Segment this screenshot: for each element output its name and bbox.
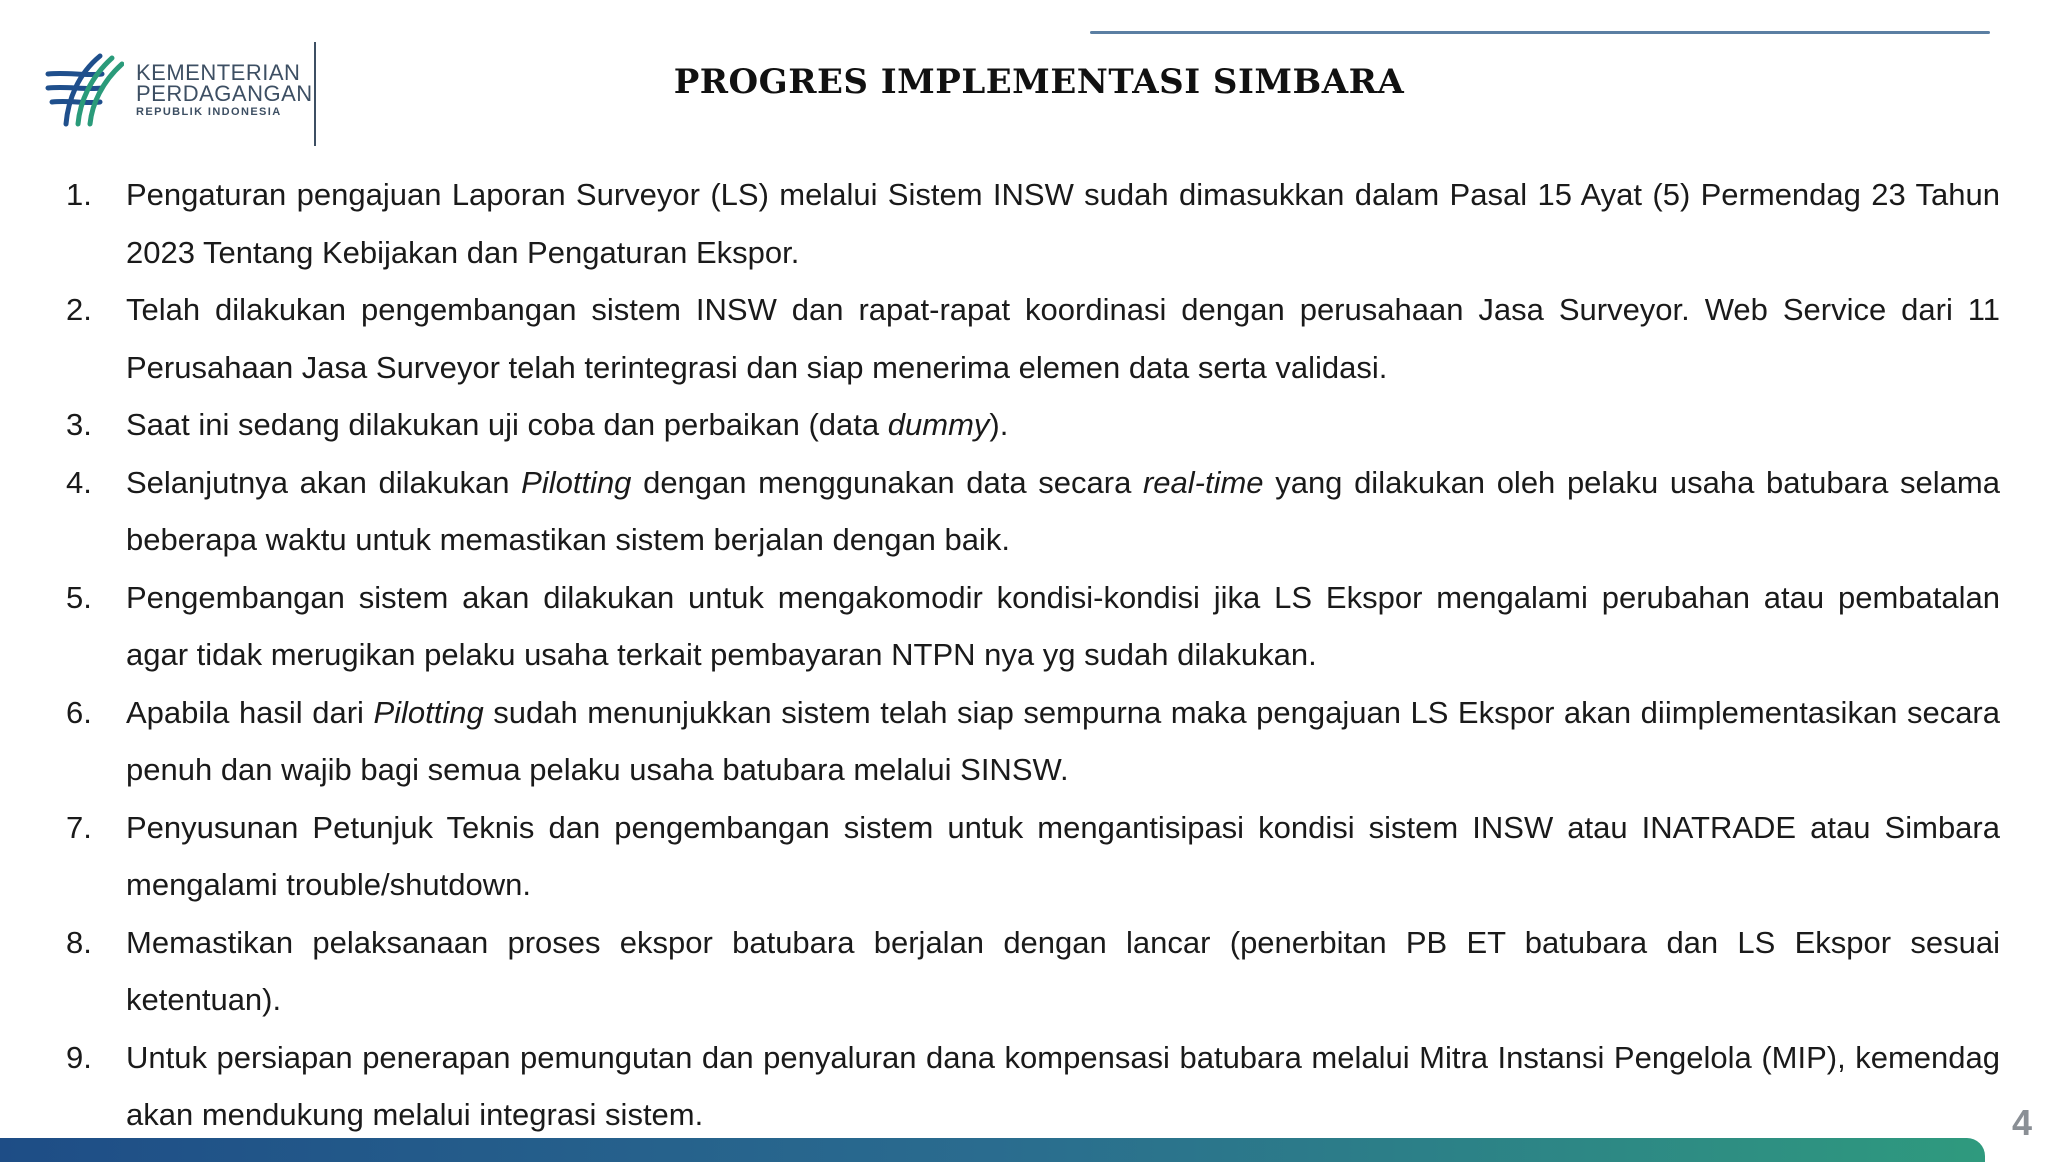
list-item <box>66 281 2000 396</box>
list-item <box>66 569 2000 684</box>
text-segment: Saat ini sedang dilakukan uji coba dan perbaikan (data <box>126 407 888 442</box>
italic-term: dummy <box>887 407 990 442</box>
text-segment: ). <box>989 407 1009 442</box>
text-segment: sudah menunjukkan sistem telah siap sempurna maka pengajuan LS Ekspor akan diimplementasikan secara penuh dan wajib bagi semua pelaku usaha batubara melalui SINSW. <box>126 694 2000 787</box>
list-item-text <box>126 177 2000 270</box>
italic-term: Pilotting <box>521 464 632 500</box>
list-item-text <box>126 580 2000 673</box>
list-item-text <box>126 407 1008 442</box>
list-item <box>66 166 2000 281</box>
list-item-number: 8. <box>66 924 92 960</box>
footer-gradient-bar <box>0 1138 1985 1162</box>
list-item-text <box>126 1040 2000 1133</box>
text-segment: Penyusunan Petunjuk Teknis dan pengembangan sistem untuk mengantisipasi kondisi sistem INSW atau INATRADE atau Simbara mengalami trouble/shutdown. <box>126 809 2000 902</box>
list-item <box>66 1029 2000 1144</box>
list-item-text <box>126 925 2000 1018</box>
list-item-number: 9. <box>66 1039 92 1075</box>
logo-line-1: KEMENTERIAN <box>136 60 301 85</box>
page-title: PROGRES IMPLEMENTASI SIMBARA <box>673 62 1405 102</box>
text-segment: yang dilakukan oleh pelaku usaha batubara selama beberapa waktu untuk memastikan sistem berjalan dengan baik. <box>126 464 2000 557</box>
text-segment: Memastikan pelaksanaan proses ekspor batubara berjalan dengan lancar (penerbitan PB ET batubara dan LS Ekspor sesuai ketentuan). <box>126 924 2000 1017</box>
logo-line-3: REPUBLIK INDONESIA <box>136 106 282 118</box>
list-item <box>66 684 2000 799</box>
list-item-text <box>126 465 2000 558</box>
list-item <box>66 914 2000 1029</box>
list-item-text <box>126 695 2000 788</box>
page-number: 4 <box>2011 1102 2032 1143</box>
list-item-number: 5. <box>66 579 92 615</box>
list-item-number: 6. <box>66 694 92 730</box>
logo-line-2: PERDAGANGAN <box>136 81 313 106</box>
list-item-number: 3. <box>66 407 92 442</box>
progress-list <box>66 166 2000 1144</box>
italic-term: real-time <box>1142 464 1264 500</box>
header-rule <box>1090 31 1990 34</box>
list-item <box>66 799 2000 914</box>
text-segment: dengan menggunakan data secara <box>631 464 1143 500</box>
list-item-number: 4. <box>66 464 92 500</box>
list-item-number: 1. <box>66 177 92 212</box>
list-item-number: 7. <box>66 809 92 845</box>
italic-term: Pilotting <box>373 694 484 730</box>
text-segment: Telah dilakukan pengembangan sistem INSW dan rapat-rapat koordinasi dengan perusahaan Jasa Surveyor. Web Service dari 11 Perusahaan Jasa Surveyor telah terintegrasi dan siap menerima elemen data serta validasi. <box>126 292 2000 385</box>
list-item-text <box>126 292 2000 385</box>
text-segment: Untuk persiapan penerapan pemungutan dan penyaluran dana kompensasi batubara melalui Mitra Instansi Pengelola (MIP), kemendag akan mendukung melalui integrasi sistem. <box>126 1039 2000 1132</box>
list-item-text <box>126 810 2000 903</box>
list-item <box>66 454 2000 569</box>
text-segment: Pengaturan pengajuan Laporan Surveyor (LS) melalui Sistem INSW sudah dimasukkan dalam Pasal 15 Ayat (5) Permendag 23 Tahun 2023 Tentang Kebijakan dan Pengaturan Ekspor. <box>126 177 2000 270</box>
text-segment: Apabila hasil dari <box>126 694 374 730</box>
list-item <box>66 396 2000 454</box>
text-segment: Selanjutnya akan dilakukan <box>126 464 522 500</box>
text-segment: Pengembangan sistem akan dilakukan untuk mengakomodir kondisi-kondisi jika LS Ekspor mengalami perubahan atau pembatalan agar tidak merugikan pelaku usaha terkait pembayaran NTPN nya yg sudah dilakukan. <box>126 579 2000 672</box>
list-item-number: 2. <box>66 292 92 327</box>
